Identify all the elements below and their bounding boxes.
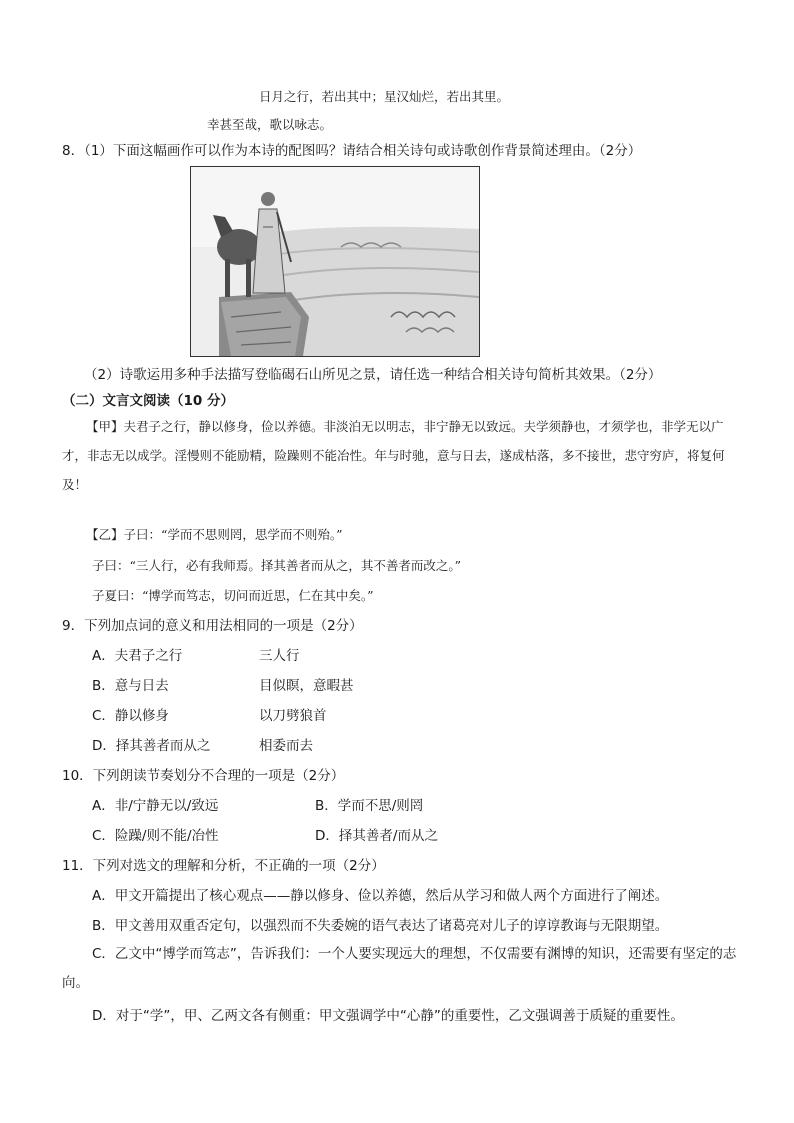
question-8-part-2: （2）诗歌运用多种手法描写登临碣石山所见之景，请任选一种结合相关诗句简析其效果。（2分） xyxy=(84,367,662,383)
question-10-option-d: D．择其善者/而从之 xyxy=(315,828,438,844)
question-10-option-a: A．非/宁静无以/致远 xyxy=(92,798,219,814)
section-2-title: （二）文言文阅读（10 分） xyxy=(62,393,234,409)
question-9-option-b-right: 目似瞑，意暇甚 xyxy=(259,678,354,694)
question-11-option-d: D．对于“学”，甲、乙两文各有侧重：甲文强调学中“心静”的重要性，乙文强调善于质疑的重要性。 xyxy=(92,1008,684,1024)
poem-line-1: 日月之行，若出其中；星汉灿烂，若出其里。 xyxy=(259,89,510,104)
question-11-option-a: A．甲文开篇提出了核心观点——静以修身、俭以养德，然后从学习和做人两个方面进行了阐述。 xyxy=(92,888,669,904)
illustration-drawing xyxy=(191,167,479,356)
passage-yi-line-3: 子夏曰：“博学而笃志，切问而近思，仁在其中矣。” xyxy=(92,588,374,603)
question-9-option-c-right: 以刀劈狼首 xyxy=(259,708,327,724)
question-9-option-b-left: B．意与日去 xyxy=(92,678,169,694)
question-10-option-b: B．学而不思/则罔 xyxy=(315,798,424,814)
question-8-part-1: 8．（1）下面这幅画作可以作为本诗的配图吗？请结合相关诗句或诗歌创作背景简述理由。（2分） xyxy=(62,143,642,159)
question-9-option-d-right: 相委而去 xyxy=(259,738,313,754)
question-9-option-d-left: D．择其善者而从之 xyxy=(92,738,211,754)
question-11-option-b: B．甲文善用双重否定句，以强烈而不失委婉的语气表达了诸葛亮对儿子的谆谆教诲与无限期望。 xyxy=(92,918,669,934)
illustration-cao-cao-viewing-sea xyxy=(190,166,480,357)
question-9-option-c-left: C．静以修身 xyxy=(92,708,169,724)
passage-yi-line-2: 子曰：“三人行，必有我师焉。择其善者而从之，其不善者而改之。” xyxy=(92,558,462,573)
question-9-option-a-left: A．夫君子之行 xyxy=(92,648,183,664)
passage-jia: 【甲】夫君子之行，静以修身，俭以养德。非淡泊无以明志，非宁静无以致远。夫学须静也，才须学也，非学无以广才，非志无以成学。淫慢则不能励精，险躁则不能冶性。年与时驰，意与日去，遂成枯落，多不接世，悲守穷庐，将复何及！ xyxy=(62,419,725,492)
question-9-stem: 9．下列加点词的意义和用法相同的一项是（2分） xyxy=(62,618,363,634)
question-11-stem: 11．下列对选文的理解和分析，不正确的一项（2分） xyxy=(62,858,385,874)
question-10-option-c: C．险躁/则不能/冶性 xyxy=(92,828,219,844)
passage-yi-line-1: 【乙】子曰：“学而不思则罔，思学而不则殆。” xyxy=(86,527,343,542)
poem-line-2: 幸甚至哉，歌以咏志。 xyxy=(207,117,333,132)
question-10-stem: 10．下列朗读节奏划分不合理的一项是（2分） xyxy=(62,768,345,784)
question-9-option-a-right: 三人行 xyxy=(259,648,300,664)
question-11-option-c: C．乙文中“博学而笃志”，告诉我们：一个人要实现远大的理想，不仅需要有渊博的知识，还需要有坚定的志向。 xyxy=(62,946,737,991)
